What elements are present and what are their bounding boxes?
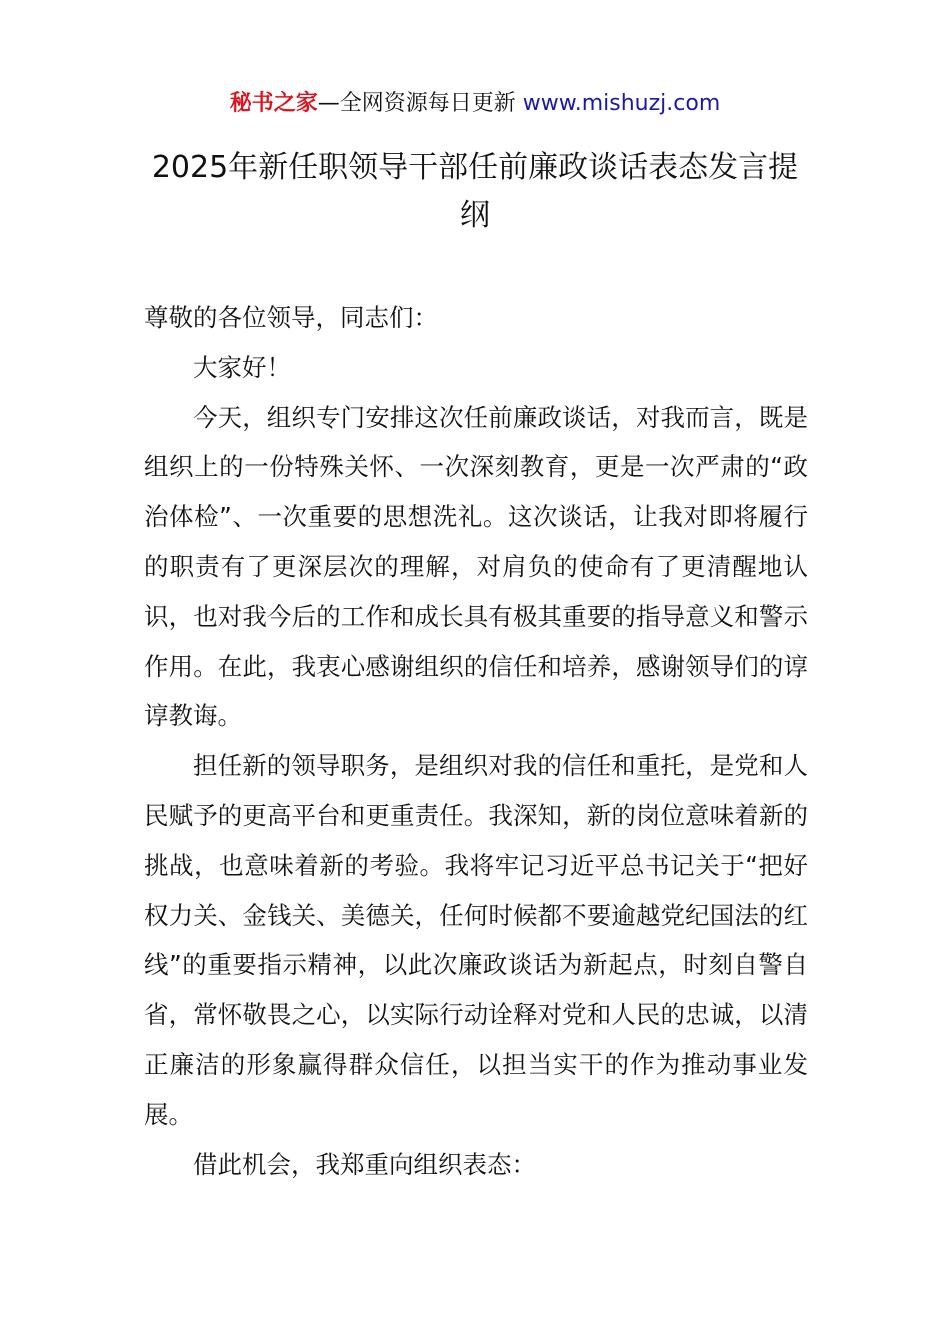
salutation: 尊敬的各位领导，同志们：: [144, 303, 438, 332]
document-title: 2025年新任职领导干部任前廉政谈话表态发言提纲: [151, 150, 799, 233]
site-header: [0, 84, 950, 124]
document-body: [144, 293, 808, 1189]
paragraph-greeting: 大家好！: [193, 352, 291, 382]
site-url-link[interactable]: www.mishuzj.com: [522, 91, 721, 116]
paragraph-3: 借此机会，我郑重向组织表态：: [193, 1149, 536, 1179]
brand-name: 秘书之家: [229, 91, 318, 116]
header-tagline: —全网资源每日更新: [317, 91, 516, 116]
paragraph-1: 今天，组织专门安排这次任前廉政谈话，对我而言，既是组织上的一份特殊关怀、一次深刻教育，更是一次严肃的“政治体检”、一次重要的思想洗礼。这次谈话，让我对即将履行的职责有了更深层次的理解，对肩负的使命有了更清醒地认识，也对我今后的工作和成长具有极其重要的指导意义和警示作用。在此，我衷心感谢组织的信任和培养，感谢领导们的谆谆教诲。: [144, 402, 808, 731]
paragraph-2: 担任新的领导职务，是组织对我的信任和重托，是党和人民赋予的更高平台和更重责任。我深知，新的岗位意味着新的挑战，也意味着新的考验。我将牢记习近平总书记关于“把好权力关、金钱关、美德关，任何时候都不要逾越党纪国法的红线”的重要指示精神，以此次廉政谈话为新起点，时刻自警自省，常怀敬畏之心，以实际行动诠释对党和人民的忠诚，以清正廉洁的形象赢得群众信任，以担当实干的作为推动事业发展。: [144, 751, 808, 1129]
